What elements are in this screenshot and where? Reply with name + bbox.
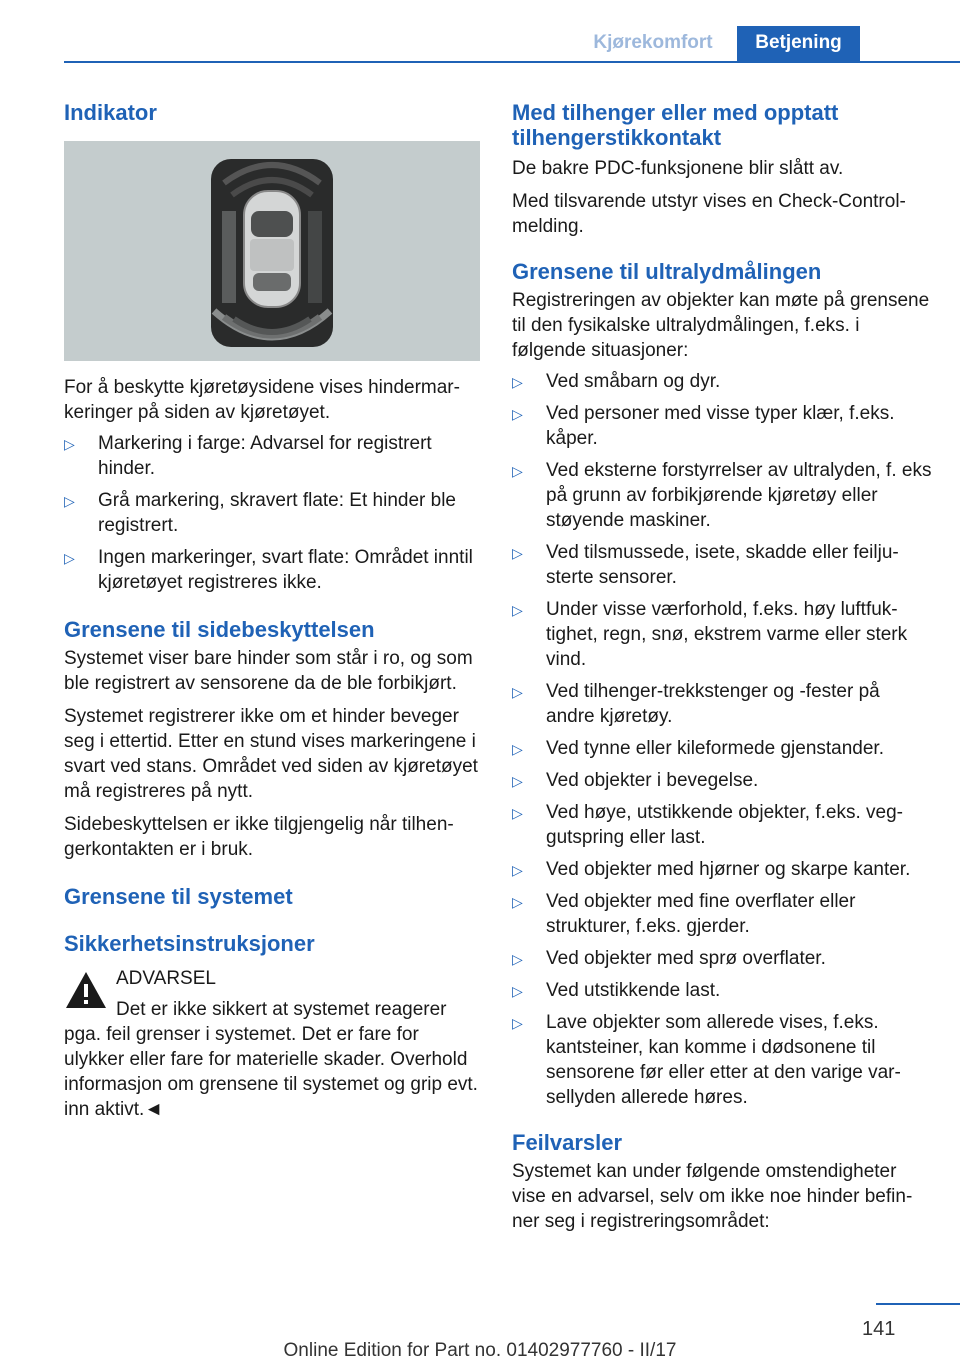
triangle-right-icon: ▷: [512, 602, 523, 618]
page-number: 141: [862, 1318, 896, 1340]
heading-system-limits: Grensene til systemet: [64, 884, 293, 909]
list-item: ▷ Ved objekter i bevegelse.: [512, 768, 932, 793]
triangle-right-icon: ▷: [512, 773, 523, 789]
triangle-right-icon: ▷: [512, 406, 523, 422]
list-item: ▷ Grå markering, skravert flate: Et hinder ble registrert.: [64, 490, 456, 536]
trailer-paragraph-1: De bakre PDC-funksjonene blir slått av.: [512, 158, 844, 179]
header-chapter-tab: Betjening: [737, 26, 860, 62]
indicator-bullet-list: [64, 431, 480, 595]
triangle-right-icon: ▷: [512, 684, 523, 700]
triangle-right-icon: ▷: [512, 983, 523, 999]
triangle-right-icon: ▷: [512, 1015, 523, 1031]
triangle-right-icon: ▷: [64, 550, 75, 566]
ultrasound-paragraph: Registreringen av objekter kan møte på grensene til den fysikalske ultralydmålingen, f.eks. i følgende situasjoner:: [512, 290, 930, 361]
triangle-right-icon: ▷: [512, 862, 523, 878]
heading-indicator: Indikator: [64, 100, 157, 125]
left-column: [64, 100, 480, 1122]
indicator-intro-paragraph: For å beskytte kjøretøysidene vises hindermarkeringer på siden av kjøretøyet.: [64, 377, 460, 423]
footer-divider: [876, 1303, 960, 1305]
list-item: ▷ Ved tilhenger-trekkstenger og -fester på andre kjøretøy.: [512, 681, 880, 727]
triangle-right-icon: ▷: [512, 545, 523, 561]
header-divider: [64, 61, 960, 63]
warning-block: [64, 966, 480, 1122]
list-item: ▷ Ved personer med visse typer klær, f.eks. kåper.: [512, 403, 895, 449]
list-item: ▷ Ved småbarn og dyr.: [512, 369, 932, 394]
heading-error-warnings: Feilvarsler: [512, 1130, 623, 1155]
heading-trailer: Med tilhenger eller med opptatt tilhengerstikkontakt: [512, 100, 839, 150]
list-item: ▷ Ved tilsmussede, isete, skadde eller feiljusterte sensorer.: [512, 542, 899, 588]
side-paragraph-3: Sidebeskyttelsen er ikke tilgjengelig når tilhengerkontakten er i bruk.: [64, 814, 454, 860]
list-item: ▷ Lave objekter som allerede vises, f.eks. kantsteiner, kan komme i dødsonene til sensorene før eller etter at den varige varsellyden allerede høres.: [512, 1012, 901, 1108]
heading-ultrasound-limits: Grensene til ultralydmålingen: [512, 259, 822, 284]
pdc-indicator-figure: [64, 141, 480, 361]
side-paragraph-2: Systemet registrerer ikke om et hinder beveger seg i ettertid. Etter en stund vises markeringene i svart ved stans. Området ved siden av kjøretøyet må registreres på nytt.: [64, 706, 478, 802]
list-item: ▷ Markering i farge: Advarsel for registrert hinder.: [64, 433, 432, 479]
triangle-right-icon: ▷: [512, 741, 523, 757]
errors-paragraph: Systemet kan under følgende omstendigheter vise en advarsel, selv om ikke noe hinder befinner seg i registreringsområdet:: [512, 1161, 913, 1232]
header-section-tab: Kjørekomfort: [593, 32, 713, 53]
triangle-right-icon: ▷: [512, 463, 523, 479]
ultrasound-bullet-list: [512, 369, 932, 1110]
list-item: ▷ Under visse værforhold, f.eks. høy luftfuktighet, regn, snø, ekstrem varme eller sterk vind.: [512, 599, 908, 670]
list-item: ▷ Ved tynne eller kileformede gjenstander.: [512, 736, 932, 761]
heading-safety-instructions: Sikkerhetsinstruksjoner: [64, 931, 315, 956]
warning-body: Det er ikke sikkert at systemet reagerer pga. feil grenser i systemet. Det er fare for ulykker eller fare for materielle skader. Overhold informasjon om grensene til systemet og grip evt. inn aktivt.◄: [64, 999, 478, 1120]
list-item: ▷ Ved eksterne forstyrrelser av ultralyden, f. eks på grunn av forbikjørende kjøretøy eller støyende maskiner.: [512, 460, 932, 531]
list-item: ▷ Ved høye, utstikkende objekter, f.eks. veggutspring eller last.: [512, 802, 903, 848]
trailer-paragraph-2: Med tilsvarende utstyr vises en Check-Control-melding.: [512, 191, 906, 237]
list-item: ▷ Ved utstikkende last.: [512, 978, 932, 1003]
list-item: ▷ Ingen markeringer, svart flate: Området inntil kjøretøyet registreres ikke.: [64, 547, 473, 593]
warning-title: ADVARSEL: [116, 968, 216, 989]
warning-triangle-icon: [64, 970, 108, 1010]
right-column: [512, 100, 932, 1234]
list-item: ▷ Ved objekter med fine overflater eller strukturer, f.eks. gjerder.: [512, 891, 856, 937]
side-paragraph-1: Systemet viser bare hinder som står i ro, og som ble registrert av sensorene da de ble forbikjørt.: [64, 648, 473, 694]
list-item: ▷ Ved objekter med sprø overflater.: [512, 946, 932, 971]
heading-side-protection-limits: Grensene til sidebeskyttelsen: [64, 617, 375, 642]
triangle-right-icon: ▷: [512, 805, 523, 821]
triangle-right-icon: ▷: [64, 493, 75, 509]
triangle-right-icon: ▷: [512, 894, 523, 910]
car-top-view-illustration: [64, 141, 480, 361]
triangle-right-icon: ▷: [512, 374, 523, 390]
triangle-right-icon: ▷: [64, 436, 75, 452]
list-item: ▷ Ved objekter med hjørner og skarpe kanter.: [512, 857, 932, 882]
triangle-right-icon: ▷: [512, 951, 523, 967]
footer-edition: Online Edition for Part no. 01402977760 - II/17: [283, 1340, 677, 1361]
